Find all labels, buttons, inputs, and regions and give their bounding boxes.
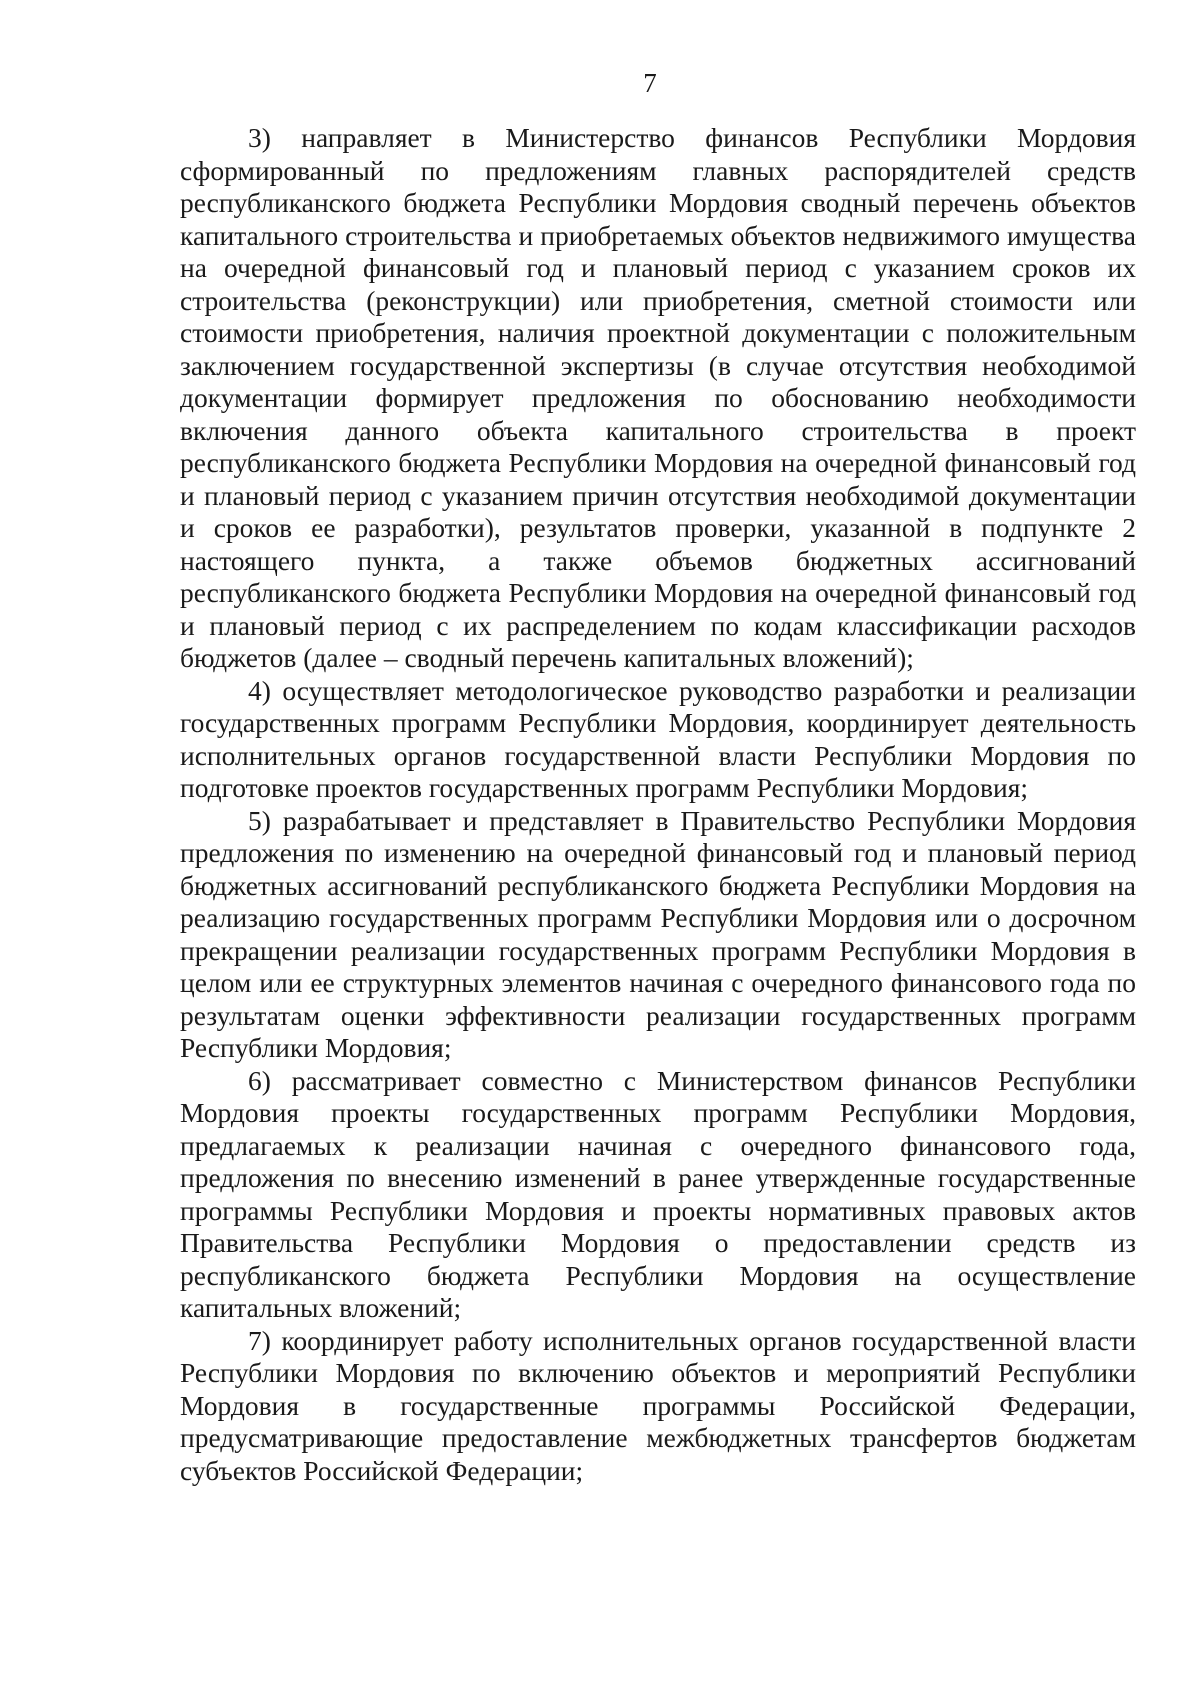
paragraph-item-6: 6) рассматривает совместно с Министерством финансов Республики Мордовия проекты государственных программ Республики Мордовия, предлагаемых к реализации начиная с очередного финансового года, предложения по внесению изменений в ранее утвержденные государственные программы Республики Мордовия и проекты нормативных правовых актов Правительства Республики Мордовия о предоставлении средств из республиканского бюджета Республики Мордовия на осуществление капитальных вложений;: [180, 1064, 1136, 1323]
document-body: [180, 122, 1136, 1487]
paragraph-item-5: 5) разрабатывает и представляет в Правительство Республики Мордовия предложения по изменению на очередной финансовый год и плановый период бюджетных ассигнований республиканского бюджета Республики Мордовия на реализацию государственных программ Республики Мордовия или о досрочном прекращении реализации государственных программ Республики Мордовия в целом или ее структурных элементов начиная с очередного финансового года по результатам оценки эффективности реализации государственных программ Республики Мордовия;: [180, 804, 1136, 1063]
paragraph-item-7: 7) координирует работу исполнительных органов государственной власти Республики Мордовия по включению объектов и мероприятий Республики Мордовия в государственные программы Российской Федерации, предусматривающие предоставление межбюджетных трансфертов бюджетам субъектов Российской Федерации;: [180, 1324, 1136, 1486]
page-number: 7: [643, 68, 657, 98]
paragraph-item-3: 3) направляет в Министерство финансов Республики Мордовия сформированный по предложениям главных распорядителей средств республиканского бюджета Республики Мордовия сводный перечень объектов капитального строительства и приобретаемых объектов недвижимого имущества на очередной финансовый год и плановый период с указанием сроков их строительства (реконструкции) или приобретения, сметной стоимости или стоимости приобретения, наличия проектной документации с положительным заключением государственной экспертизы (в случае отсутствия необходимой документации формирует предложения по обоснованию необходимости включения данного объекта капитального строительства в проект республиканского бюджета Республики Мордовия на очередной финансовый год и плановый период с указанием причин отсутствия необходимой документации и сроков ее разработки), результатов проверки, указанной в подпункте 2 настоящего пункта, а также объемов бюджетных ассигнований республиканского бюджета Республики Мордовия на очередной финансовый год и плановый период с их распределением по кодам классификации расходов бюджетов (далее – сводный перечень капитальных вложений);: [180, 122, 1136, 673]
paragraph-item-4: 4) осуществляет методологическое руководство разработки и реализации государственных программ Республики Мордовия, координирует деятельность исполнительных органов государственной власти Республики Мордовия по подготовке проектов государственных программ Республики Мордовия;: [180, 674, 1136, 803]
